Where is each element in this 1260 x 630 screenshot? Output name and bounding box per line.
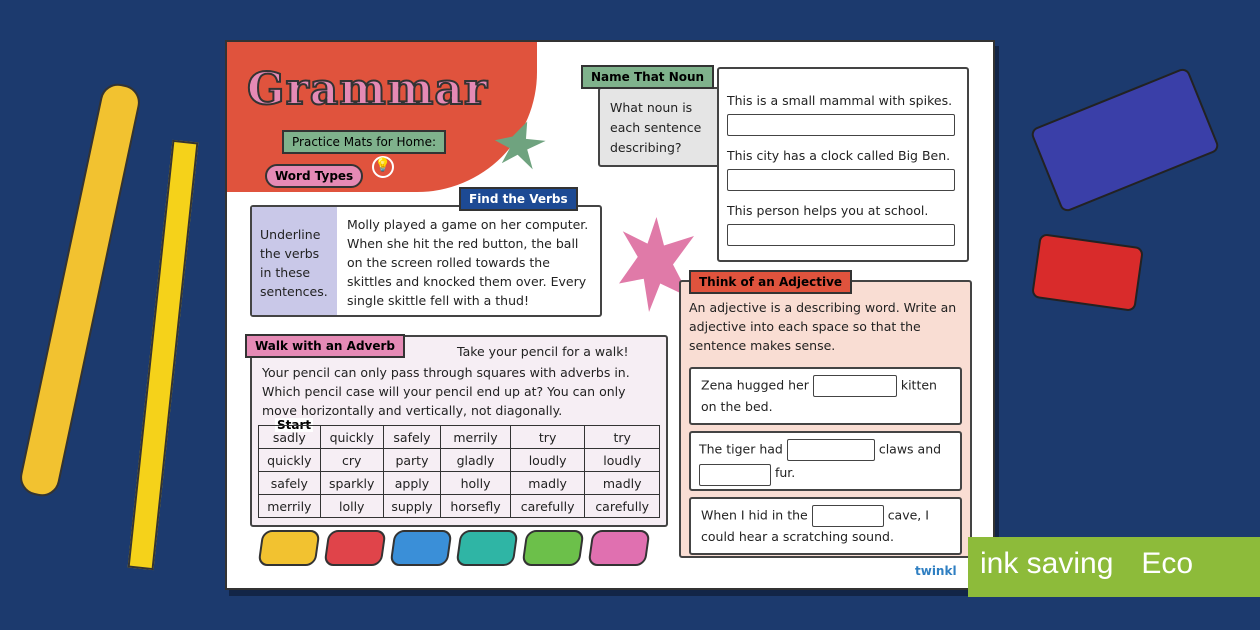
grid-cell[interactable]: sparkly: [320, 472, 383, 495]
adjective-answer-2b[interactable]: [699, 464, 771, 486]
adjective-answer-3[interactable]: [812, 505, 884, 527]
grid-cell[interactable]: loudly: [585, 449, 660, 472]
page-title: Grammar: [247, 64, 489, 115]
eraser: [1029, 66, 1220, 213]
adjective-answer-1[interactable]: [813, 375, 897, 397]
adverb-label: Walk with an Adverb: [245, 334, 405, 358]
grid-cell[interactable]: try: [510, 426, 585, 449]
noun-question-box: What noun is each sentence describing?: [598, 87, 720, 167]
yellow-pen: [17, 80, 143, 499]
grid-cell[interactable]: lolly: [320, 495, 383, 518]
grid-cell[interactable]: sadly: [259, 426, 321, 449]
grid-cell[interactable]: horsefly: [441, 495, 511, 518]
verbs-instruction: Underline the verbs in these sentences.: [252, 207, 337, 315]
noun-answer-2[interactable]: [727, 169, 955, 191]
pencil-case[interactable]: [323, 530, 386, 566]
grid-cell[interactable]: quickly: [259, 449, 321, 472]
grid-cell[interactable]: try: [585, 426, 660, 449]
pencil-case[interactable]: [521, 530, 584, 566]
start-label: Start: [277, 418, 312, 432]
adjective-intro: An adjective is a describing word. Write an adjective into each space so that the sentence makes sense.: [689, 300, 957, 353]
adjective-sentence-3: When I hid in the cave, I could hear a scratching sound.: [689, 497, 962, 555]
grid-cell[interactable]: merrily: [441, 426, 511, 449]
grid-cell[interactable]: quickly: [320, 426, 383, 449]
grid-cell[interactable]: loudly: [510, 449, 585, 472]
noun-prompt-3: This person helps you at school.: [727, 203, 929, 218]
noun-answer-1[interactable]: [727, 114, 955, 136]
grid-cell[interactable]: carefully: [510, 495, 585, 518]
verbs-passage: Molly played a game on her computer. When she hit the red button, the ball on the screen rolled towards the skittles and knocked them over. Every single skittle fell with a thud!: [347, 217, 589, 308]
subtitle-banner: Practice Mats for Home:: [282, 130, 446, 154]
noun-prompts-box: [717, 67, 969, 262]
pencil-case[interactable]: [455, 530, 518, 566]
adjective-box: [679, 280, 972, 558]
grid-cell[interactable]: apply: [383, 472, 440, 495]
grid-cell[interactable]: safely: [383, 426, 440, 449]
grid-row: [259, 495, 660, 518]
adverb-grid: [258, 425, 660, 518]
grid-cell[interactable]: madly: [585, 472, 660, 495]
twinkl-logo: twinkl: [915, 564, 957, 578]
grid-cell[interactable]: cry: [320, 449, 383, 472]
adjective-sentence-1: Zena hugged her kitten on the bed.: [689, 367, 962, 425]
grid-cell[interactable]: holly: [441, 472, 511, 495]
adjective-answer-2a[interactable]: [787, 439, 875, 461]
grid-cell[interactable]: safely: [259, 472, 321, 495]
grid-cell[interactable]: gladly: [441, 449, 511, 472]
grid-cell[interactable]: carefully: [585, 495, 660, 518]
grid-row: [259, 472, 660, 495]
verbs-label: Find the Verbs: [459, 187, 578, 211]
adverb-intro: Take your pencil for a walk!: [457, 344, 629, 359]
pencil-case[interactable]: [257, 530, 320, 566]
grid-row: [259, 426, 660, 449]
grid-cell[interactable]: merrily: [259, 495, 321, 518]
topic-banner: Word Types: [265, 164, 363, 188]
noun-prompt-1: This is a small mammal with spikes.: [727, 93, 953, 108]
noun-prompt-2: This city has a clock called Big Ben.: [727, 148, 951, 163]
pencil-cases: [260, 530, 648, 566]
lightbulb-icon: 💡: [372, 156, 394, 178]
grid-cell[interactable]: party: [383, 449, 440, 472]
pencil-sharpener: [1031, 233, 1144, 312]
noun-label: Name That Noun: [581, 65, 714, 89]
ink-saving-badge: ink saving Eco: [968, 537, 1260, 597]
grid-row: [259, 449, 660, 472]
grid-cell[interactable]: madly: [510, 472, 585, 495]
adjective-label: Think of an Adjective: [689, 270, 852, 294]
pencil: [128, 140, 199, 570]
pencil-case[interactable]: [587, 530, 650, 566]
noun-answer-3[interactable]: [727, 224, 955, 246]
adjective-sentence-2: The tiger had claws and fur.: [689, 431, 962, 491]
grid-cell[interactable]: supply: [383, 495, 440, 518]
verbs-box: [250, 205, 602, 317]
adverb-text: Your pencil can only pass through squares with adverbs in. Which pencil case will your pencil end up at? You can only move horizontally and vertically, not diagonally.: [262, 365, 630, 418]
pencil-case[interactable]: [389, 530, 452, 566]
